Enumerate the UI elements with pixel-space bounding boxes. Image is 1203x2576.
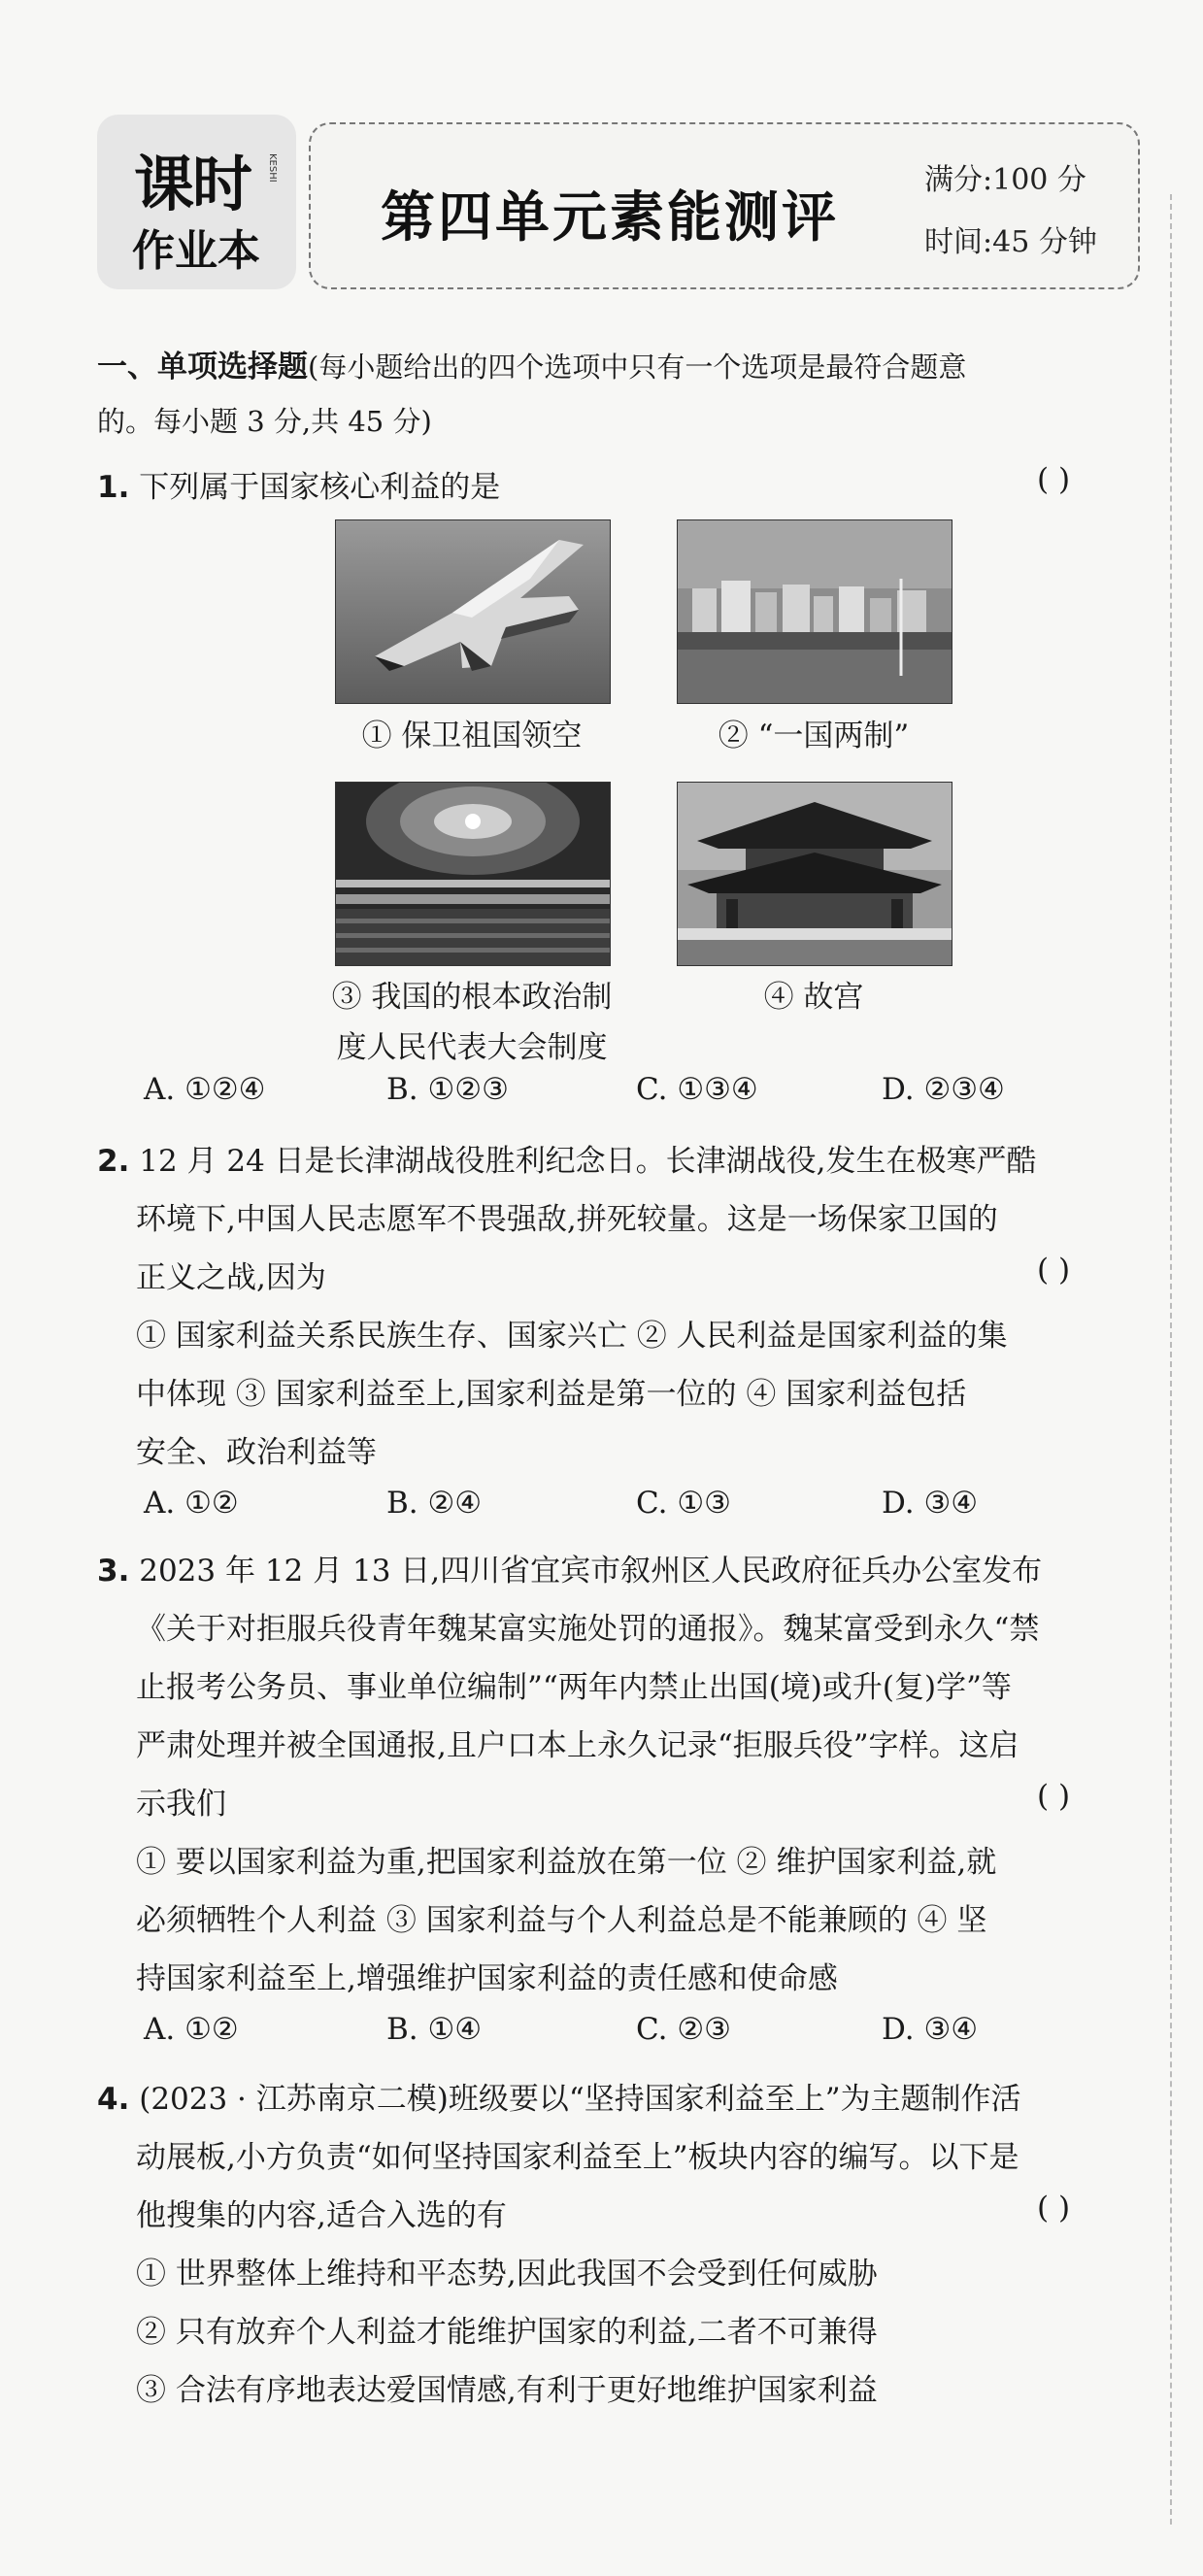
q2-line-3: 正义之战,因为 — [136, 1260, 326, 1295]
q4-line-2: 动展板,小方负责“如何坚持国家利益至上”板块内容的编写。以下是 — [136, 2140, 1019, 2175]
q2-option-c[interactable]: C. ①③ — [636, 1486, 731, 1521]
q4-line-4: ① 世界整体上维持和平态势,因此我国不会受到任何威胁 — [136, 2257, 878, 2292]
q2-line-5: 中体现 ③ 国家利益至上,国家利益是第一位的 ④ 国家利益包括 — [136, 1377, 967, 1412]
q2-line-6: 安全、政治利益等 — [136, 1435, 377, 1470]
title-box — [309, 122, 1140, 289]
q3-line-1 — [97, 1546, 1042, 1589]
q3-answer-bracket[interactable]: ( ) — [1037, 1779, 1071, 1814]
q2-text-1: 12 月 24 日是长津湖战役胜利纪念日。长津湖战役,发生在极寒严酷 — [139, 1144, 1037, 1179]
q1-stem: 下列属于国家核心利益的是 — [139, 470, 501, 505]
q2-answer-bracket[interactable]: ( ) — [1037, 1253, 1071, 1288]
q3-option-d[interactable]: D. ③④ — [882, 2012, 979, 2047]
q2-option-a[interactable]: A. ①② — [144, 1486, 239, 1521]
q1-option-d[interactable]: D. ②③④ — [882, 1072, 1005, 1107]
q3-number: 3. — [97, 1554, 130, 1589]
q1-image-jet — [335, 519, 611, 704]
q3-option-b[interactable]: B. ①④ — [386, 2012, 483, 2047]
q1-caption-3 — [307, 972, 637, 1073]
q2-line-4: ① 国家利益关系民族生存、国家兴亡 ② 人民利益是国家利益的集 — [136, 1319, 1008, 1354]
q1-image-great-hall — [335, 782, 611, 966]
q3-line-8: 持国家利益至上,增强维护国家利益的责任感和使命感 — [136, 1961, 838, 1996]
q1-caption-1: ① 保卫祖国领空 — [361, 719, 583, 753]
q3-line-4: 严肃处理并被全国通报,且户口本上永久记录“拒服兵役”字样。这启 — [136, 1728, 1019, 1763]
q2-line-2: 环境下,中国人民志愿军不畏强敌,拼死较量。这是一场保家卫国的 — [136, 1202, 998, 1237]
margin-rule — [1170, 194, 1172, 2525]
q3-line-5: 示我们 — [136, 1787, 226, 1822]
q4-line-5: ② 只有放弃个人利益才能维护国家的利益,二者不可兼得 — [136, 2315, 878, 2350]
q3-option-c[interactable]: C. ②③ — [636, 2012, 731, 2047]
logo-line1: 课时 — [134, 149, 251, 219]
q4-line-1 — [97, 2074, 1021, 2118]
q2-line-1 — [97, 1136, 1037, 1180]
full-score: 满分:100 分 — [924, 163, 1086, 197]
q4-answer-bracket[interactable]: ( ) — [1037, 2191, 1071, 2225]
section-header — [97, 342, 966, 385]
q2-option-b[interactable]: B. ②④ — [386, 1486, 483, 1521]
q1-caption-3-line2: 度人民代表大会制度 — [336, 1030, 608, 1065]
exam-time: 时间:45 分钟 — [924, 225, 1097, 259]
section-note-2: 的。每小题 3 分,共 45 分) — [97, 405, 432, 438]
q1-option-a[interactable]: A. ①②④ — [144, 1072, 266, 1107]
section-title: 一、单项选择题 — [97, 350, 308, 385]
q1-image-forbidden-city — [677, 782, 952, 966]
q1-option-b[interactable]: B. ①②③ — [386, 1072, 509, 1107]
q3-option-a[interactable]: A. ①② — [144, 2012, 239, 2047]
logo-small-text: KESHI — [267, 153, 278, 183]
q4-text-1: (2023 · 江苏南京二模)班级要以“坚持国家利益至上”为主题制作活 — [139, 2082, 1021, 2117]
q1-image-buildings — [677, 519, 952, 704]
section-note-1: (每小题给出的四个选项中只有一个选项是最符合题意 — [308, 351, 967, 384]
q3-line-6: ① 要以国家利益为重,把国家利益放在第一位 ② 维护国家利益,就 — [136, 1845, 997, 1880]
q2-number: 2. — [97, 1144, 130, 1179]
logo — [97, 115, 296, 289]
q1-option-c[interactable]: C. ①③④ — [636, 1072, 758, 1107]
q1-caption-4: ④ 故宫 — [763, 980, 864, 1015]
q4-number: 4. — [97, 2082, 130, 2117]
q2-option-d[interactable]: D. ③④ — [882, 1486, 979, 1521]
q1-caption-3-line1: ③ 我国的根本政治制 — [331, 980, 613, 1015]
logo-line2: 作业本 — [132, 226, 260, 276]
q3-line-3: 止报考公务员、事业单位编制”“两年内禁止出国(境)或升(复)学”等 — [136, 1670, 1012, 1705]
q4-line-6: ③ 合法有序地表达爱国情感,有利于更好地维护国家利益 — [136, 2373, 878, 2408]
q1-number: 1. — [97, 470, 130, 505]
q1-answer-bracket[interactable]: ( ) — [1037, 462, 1071, 497]
q3-line-2: 《关于对拒服兵役青年魏某富实施处罚的通报》。魏某富受到永久“禁 — [136, 1612, 1040, 1647]
page-title: 第四单元素能测评 — [381, 185, 839, 250]
q3-text-1: 2023 年 12 月 13 日,四川省宜宾市叙州区人民政府征兵办公室发布 — [139, 1554, 1043, 1589]
q1-stem-line — [97, 462, 500, 506]
q1-caption-2: ② “一国两制” — [718, 719, 910, 753]
q4-line-3: 他搜集的内容,适合入选的有 — [136, 2198, 507, 2233]
q3-line-7: 必须牺牲个人利益 ③ 国家利益与个人利益总是不能兼顾的 ④ 坚 — [136, 1903, 987, 1938]
